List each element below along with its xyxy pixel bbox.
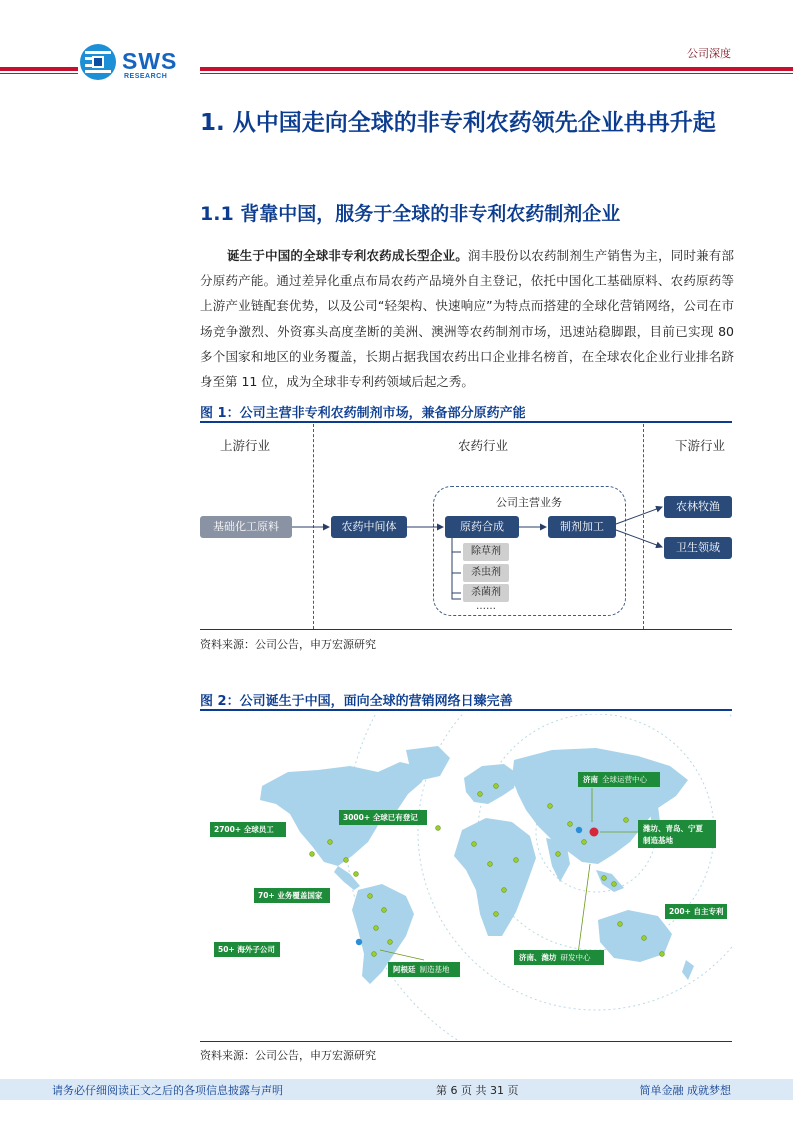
- india: [546, 838, 570, 882]
- product-insecticide: 杀虫剂: [463, 564, 509, 582]
- column-downstream: 下游行业: [675, 438, 726, 453]
- product-fungicide: 杀菌剂: [463, 584, 509, 602]
- column-upstream: 上游行业: [220, 438, 271, 453]
- label-countries: 70+ 业务覆盖国家: [258, 891, 323, 900]
- label-employees: 2700+ 全球员工: [214, 825, 274, 834]
- arrow-to-agriculture: [616, 507, 662, 524]
- paragraph-body: 润丰股份以农药制剂生产销售为主，同时兼有部分原药产能。通过差异化重点布局农药产品境外自主登记，依托中国化工基础原料、农药原药等上游产业链配套优势，以及公司“轻架构、快速响应”为特点而搭建的全球化营销网络，公司在市场竞争激烈、外资寡头高度垄断的美洲、澳洲等农药制剂市场，迅速站稳脚跟，目前已实现 80 多个国家和地区的业务覆盖，长期占据我国农药出口企业排名榜首，在全球农化企业行业排名跻身至第 11 位，成为全球非专利药领域后起之秀。: [200, 248, 734, 390]
- node-intermediate: 农药中间体: [331, 516, 407, 538]
- main-business-label: 公司主营业务: [496, 496, 562, 509]
- product-ellipsis: ……: [476, 601, 496, 612]
- southeast-asia: [596, 870, 624, 892]
- arrow-to-health: [616, 530, 662, 547]
- africa: [454, 818, 536, 936]
- section-heading: 1. 从中国走向全球的非专利农药领先企业冉冉升起: [200, 110, 716, 136]
- report-type: 公司深度: [687, 47, 731, 60]
- body-paragraph: [200, 243, 734, 394]
- node-raw-materials: 基础化工原料: [200, 516, 292, 538]
- figure2-world-map: [200, 714, 732, 1040]
- figure2-title: 图 2：公司诞生于中国，面向全球的营销网络日臻完善: [200, 694, 513, 709]
- logo-subtitle: RESEARCH: [124, 73, 168, 80]
- argentina-marker: [356, 939, 362, 945]
- new-zealand: [682, 960, 694, 980]
- figure1-source: 资料来源：公司公告，申万宏源研究: [200, 638, 376, 651]
- figure2-top-rule: [200, 709, 732, 711]
- central-america: [334, 866, 360, 890]
- node-health: 卫生领域: [664, 537, 732, 559]
- figure2-bottom-rule: [200, 1041, 732, 1042]
- label-registrations: 3000+ 全球已有登记: [343, 813, 418, 822]
- figure1-top-rule: [200, 421, 732, 423]
- node-formulation: 制剂加工: [548, 516, 616, 538]
- europe: [464, 764, 518, 804]
- sws-logo: [80, 44, 190, 84]
- header-rule-left-thin: [0, 73, 78, 74]
- footer-disclaimer: 请务必仔细阅读正文之后的各项信息披露与声明: [52, 1084, 283, 1097]
- hq-marker-red: [590, 828, 599, 837]
- subsection-heading: 1.1 背靠中国，服务于全球的非专利农药制剂企业: [200, 203, 621, 225]
- label-jinan: 济南 全球运营中心: [583, 775, 647, 784]
- label-bases-line2: 制造基地: [643, 836, 673, 845]
- paragraph-lead: 诞生于中国的全球非专利农药成长型企业。: [227, 248, 468, 263]
- label-bases-line1: 潍坊、青岛、宁夏: [643, 824, 703, 833]
- label-rd: 济南、潍坊 研发中心: [519, 953, 591, 962]
- figure2-source: 资料来源：公司公告，申万宏源研究: [200, 1049, 376, 1062]
- figure1-diagram: [200, 424, 732, 629]
- footer-slogan: 简单金融 成就梦想: [639, 1084, 731, 1097]
- header-rule-right: [200, 67, 793, 71]
- header-rule-right-thin: [200, 73, 793, 74]
- column-pesticide: 农药行业: [458, 438, 509, 453]
- figure1-arrows: [200, 424, 732, 629]
- node-agriculture: 农林牧渔: [664, 496, 732, 518]
- node-technical: 原药合成: [445, 516, 519, 538]
- bracket-products: [452, 538, 461, 599]
- page-number: 第 6 页 共 31 页: [436, 1084, 519, 1097]
- label-argentina: 阿根廷 制造基地: [393, 965, 450, 974]
- logo-wordmark: SWS: [122, 48, 178, 74]
- label-patents: 200+ 自主专利: [669, 907, 724, 916]
- figure1-bottom-rule: [200, 629, 732, 630]
- header-rule-left: [0, 67, 78, 71]
- sws-logo-icon: [80, 44, 116, 80]
- label-subsidiaries: 50+ 海外子公司: [218, 945, 275, 954]
- hq-marker-blue: [576, 827, 582, 833]
- figure1-title: 图 1：公司主营非专利农药制剂市场，兼备部分原药产能: [200, 406, 526, 421]
- product-herbicide: 除草剂: [463, 543, 509, 561]
